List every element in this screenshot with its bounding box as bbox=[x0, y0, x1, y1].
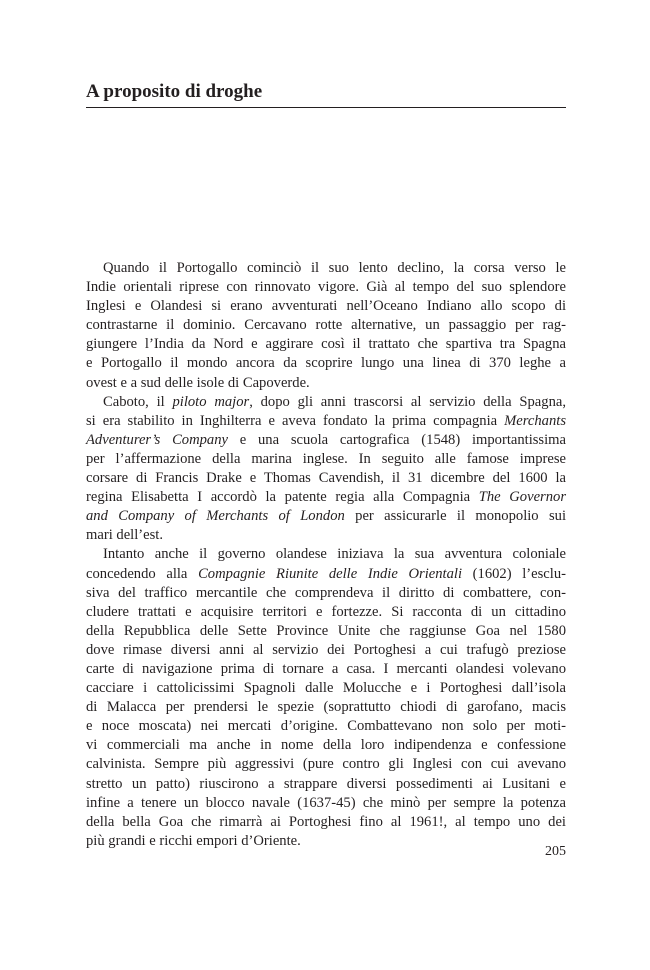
text-line bbox=[86, 507, 566, 526]
italic-term: Compagnie Riunite delle Indie Orientali bbox=[198, 565, 463, 582]
body-text bbox=[86, 259, 566, 851]
text-line: Intanto anche il governo olandese iniziava la sua avventura coloniale bbox=[103, 546, 566, 563]
running-header bbox=[86, 79, 566, 108]
text-run: (1602) l’esclu- bbox=[462, 565, 566, 582]
text-line: della Repubblica delle Sette Province Unite che raggiunse Goa nel 1580 bbox=[86, 622, 566, 639]
text-line: dove rimase diversi anni al servizio dei Portoghesi a cui trafugò preziose bbox=[86, 641, 566, 658]
text-line: della bella Goa che rimarrà ai Portoghesi fino al 1961!, al tempo uno dei bbox=[86, 813, 566, 830]
text-line: cludere trattati e acquisire territori e fortezze. Si racconta di un cittadino bbox=[86, 603, 566, 620]
italic-term: piloto major bbox=[172, 393, 250, 410]
text-line bbox=[86, 488, 566, 507]
italic-term: and Company of Merchants of London bbox=[86, 508, 345, 525]
text-line: ovest e a sud delle isole di Capoverde. bbox=[86, 374, 310, 391]
text-line: e noce moscata) nei mercati d’origine. Combattevano non solo per moti- bbox=[86, 718, 566, 735]
italic-term: Merchants bbox=[504, 412, 566, 429]
text-line: e Portogallo il mondo ancora da scoprire lungo una linea di 370 leghe a bbox=[86, 355, 566, 372]
text-line: vi commerciali ma anche in nome della loro indipendenza e confessione bbox=[86, 737, 566, 754]
text-line: contrastarne il dominio. Cercavano rotte alternative, un passaggio per rag- bbox=[86, 317, 566, 334]
text-line: stretto un patto) riuscirono a strappare diversi possedimenti ai Lusitani e bbox=[86, 775, 566, 792]
text-line bbox=[86, 412, 566, 431]
page-number: 205 bbox=[545, 844, 566, 859]
text-run: regina Elisabetta I accordò la patente regia alla Compagnia bbox=[86, 489, 479, 506]
text-run: Caboto, il bbox=[103, 393, 173, 410]
text-line: più grandi e ricchi empori d’Oriente. bbox=[86, 832, 301, 849]
text-line: per l’affermazione della marina inglese. In seguito alle famose imprese bbox=[86, 450, 566, 467]
chapter-title: A proposito di droghe bbox=[86, 81, 263, 102]
text-run: si era stabilito in Inghilterra e aveva fondato la prima compagnia bbox=[86, 412, 505, 429]
header-rule bbox=[86, 107, 566, 108]
text-line: Quando il Portogallo cominciò il suo lento declino, la corsa verso le bbox=[103, 260, 566, 276]
italic-term: The Governor bbox=[478, 489, 566, 506]
text-line: siva del traffico mercantile che comprendeva il diritto di combattere, con- bbox=[86, 584, 566, 601]
text-run: per assicurarle il monopolio sui bbox=[344, 508, 566, 525]
text-line bbox=[86, 431, 566, 450]
text-run: e una scuola cartografica (1548) importantissima bbox=[228, 431, 566, 448]
text-line: di Malacca per prendersi le spezie (soprattutto chiodi di garofano, macis bbox=[86, 699, 566, 716]
text-line: calvinista. Sempre più aggressivi (pure contro gli Inglesi con cui avevano bbox=[86, 756, 566, 773]
paragraph bbox=[86, 259, 566, 393]
text-line: Indie orientali riprese con rinnovato vigore. Già al tempo del suo splendore bbox=[86, 279, 566, 296]
paragraph bbox=[86, 545, 566, 851]
paragraph bbox=[86, 393, 566, 546]
text-line: carte di navigazione prima di tornare a casa. I mercanti olandesi volevano bbox=[86, 660, 566, 677]
text-line: corsare di Francis Drake e Thomas Cavendish, il 31 dicembre del 1600 la bbox=[86, 470, 566, 487]
text-line: cacciare i cattolicissimi Spagnoli dalle Molucche e i Portoghesi dall’isola bbox=[86, 680, 566, 697]
text-line: infine a tenere un blocco navale (1637-45) che minò per sempre la potenza bbox=[86, 794, 566, 811]
text-run: , dopo gli anni trascorsi al servizio della Spagna, bbox=[249, 393, 566, 410]
text-line: mari dell’est. bbox=[86, 527, 163, 544]
italic-term: Adventurer’s Company bbox=[86, 431, 229, 448]
text-line bbox=[86, 565, 566, 584]
text-line bbox=[86, 393, 566, 412]
text-line: giungere l’India da Nord e aggirare così il trattato che spartiva tra Spagna bbox=[86, 336, 566, 353]
text-run: concedendo alla bbox=[86, 565, 199, 582]
text-line: Inglesi e Olandesi si erano avventurati nell’Oceano Indiano allo scopo di bbox=[86, 298, 566, 315]
